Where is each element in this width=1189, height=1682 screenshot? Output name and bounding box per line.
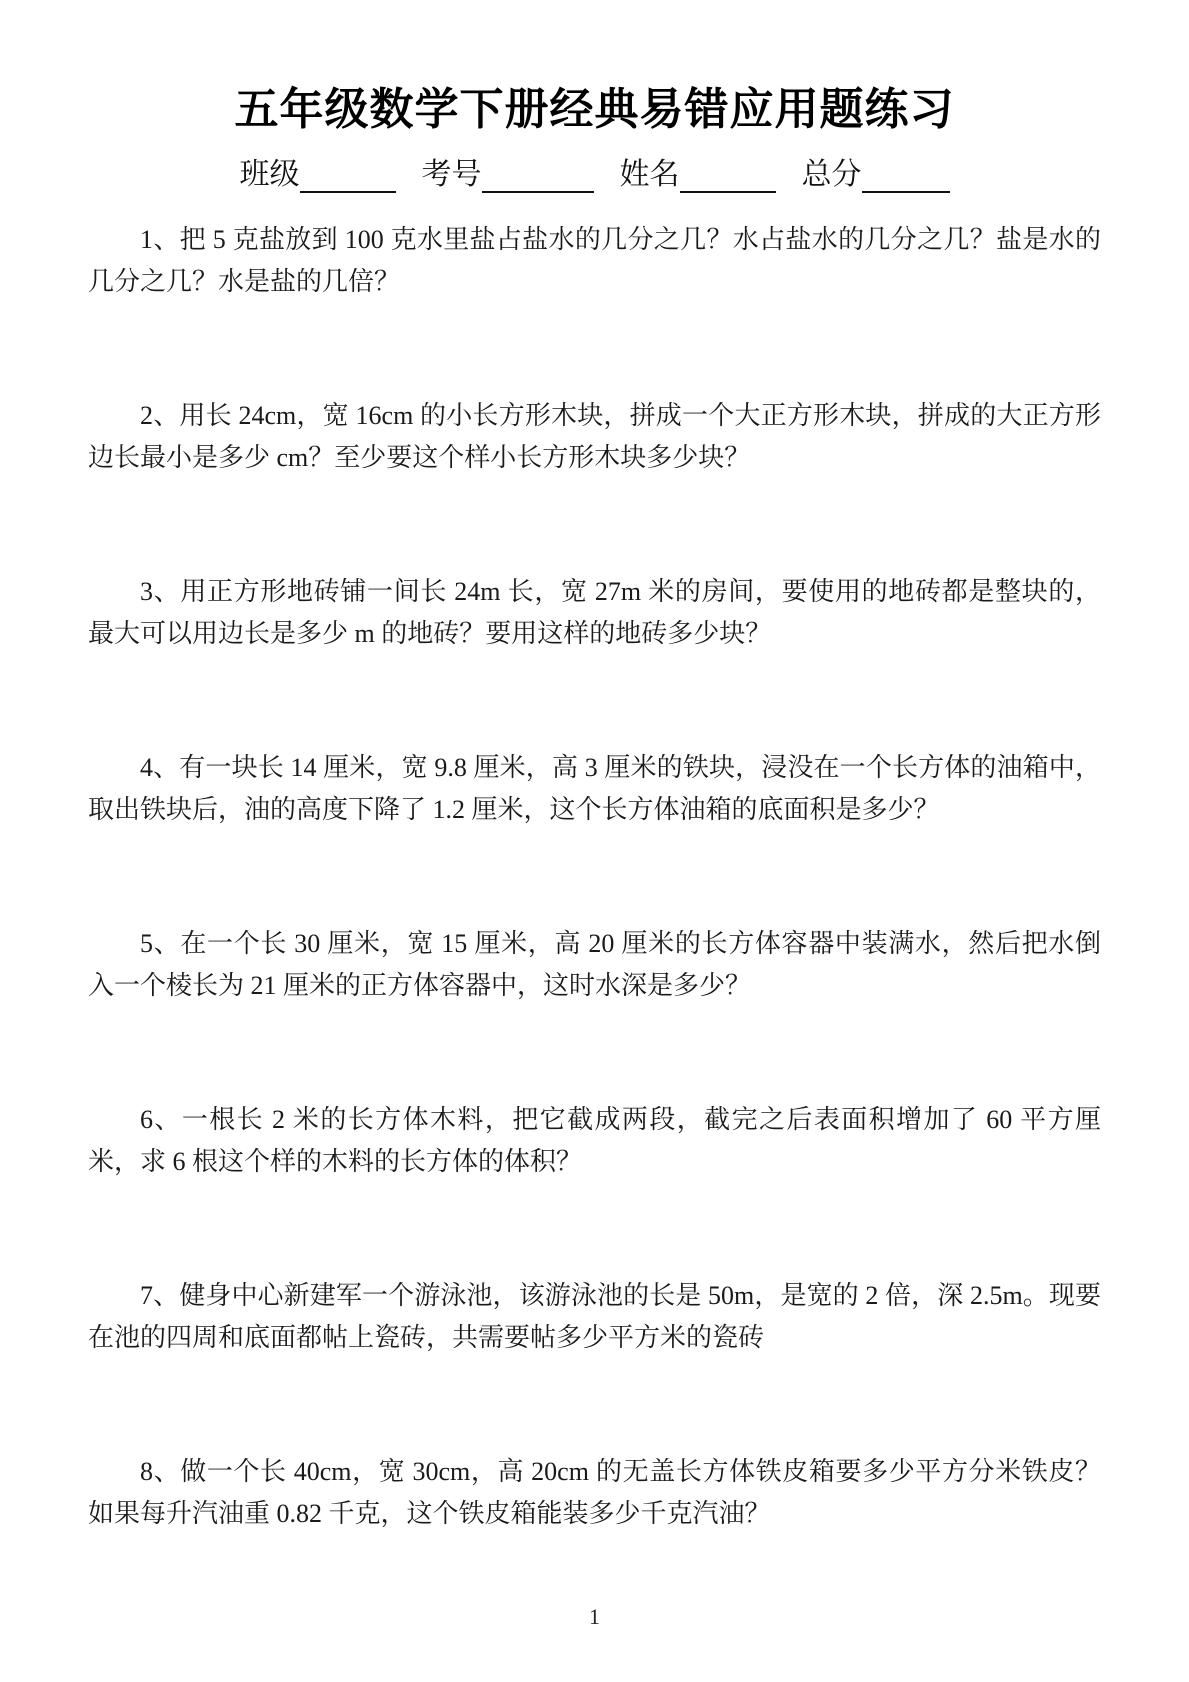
problem-4: 4、有一块长 14 厘米，宽 9.8 厘米，高 3 厘米的铁块，浸没在一个长方体的油箱中，取出铁块后，油的高度下降了 1.2 厘米，这个长方体油箱的底面积是多少？ [88,752,1101,824]
problem-5: 5、在一个长 30 厘米，宽 15 厘米，高 20 厘米的长方体容器中装满水，然后把水倒入一个棱长为 21 厘米的正方体容器中，这时水深是多少？ [88,928,1101,1000]
class-field [240,157,396,193]
name-blank-line [680,161,776,193]
name-field [620,157,776,193]
exam-number-field [422,157,594,193]
problem-7: 7、健身中心新建军一个游泳池，该游泳池的长是 50m，是宽的 2 倍，深 2.5m。现要在池的四周和底面都帖上瓷砖，共需要帖多少平方米的瓷砖 [88,1280,1101,1352]
problem-1: 1、把 5 克盐放到 100 克水里盐占盐水的几分之几？水占盐水的几分之几？盐是水的几分之几？水是盐的几倍？ [88,224,1101,296]
problem-2: 2、用长 24cm，宽 16cm 的小长方形木块，拼成一个大正方形木块，拼成的大正方形边长最小是多少 cm？至少要这个样小长方形木块多少块？ [88,400,1101,472]
page-title: 五年级数学下册经典易错应用题练习 [234,85,955,134]
exam-number-blank-line [482,161,594,193]
problem-3: 3、用正方形地砖铺一间长 24m 长，宽 27m 米的房间，要使用的地砖都是整块的，最大可以用边长是多少 m 的地砖？要用这样的地砖多少块？ [88,576,1101,648]
class-field-label: 班级 [239,157,300,191]
total-score-blank-line [862,161,950,193]
name-field-label: 姓名 [619,157,680,191]
total-score-field-label: 总分 [801,157,862,191]
student-info-row [88,157,1101,193]
problem-6: 6、一根长 2 米的长方体木料，把它截成两段，截完之后表面积增加了 60 平方厘米，求 6 根这个样的木料的长方体的体积？ [88,1104,1101,1176]
page-number: 1 [589,1604,600,1629]
problem-list [88,219,1101,1535]
total-score-field [802,157,950,193]
class-blank-line [300,161,396,193]
problem-8: 8、做一个长 40cm，宽 30cm，高 20cm 的无盖长方体铁皮箱要多少平方分米铁皮？如果每升汽油重 0.82 千克，这个铁皮箱能装多少千克汽油？ [88,1456,1101,1528]
exam-number-field-label: 考号 [421,157,482,191]
